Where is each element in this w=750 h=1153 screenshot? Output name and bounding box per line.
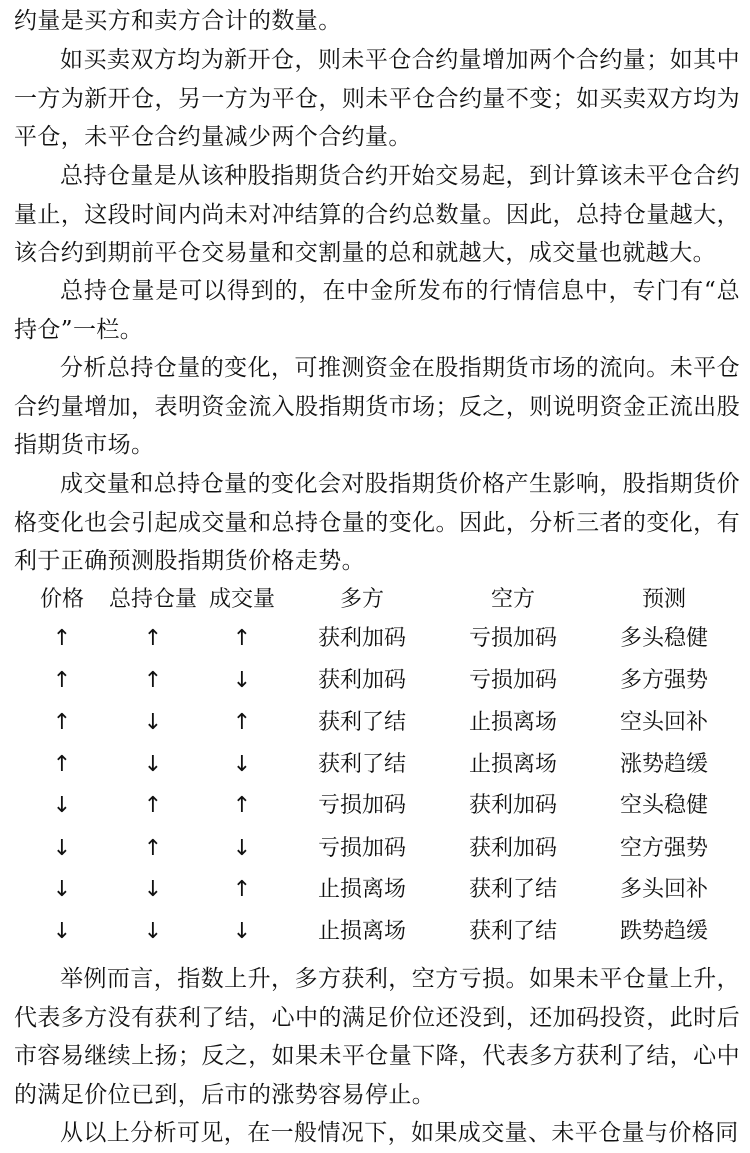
paragraph-example: 举例而言，指数上升，多方获利，空方亏损。如果未平仓量上升，代表多方没有获利了结，心中的满足价位还没到，还加码投资，此时后市容易继续上扬；反之，如果未平仓量下降，代表多方获利了结，心中的满足价位已到，后市的涨势容易停止。 bbox=[14, 966, 740, 1108]
table-cell-open-interest-arrow: ↓ bbox=[143, 710, 163, 735]
table-header-open-interest: 总持仓量 bbox=[108, 587, 198, 612]
table-cell-forecast: 多方强势 bbox=[619, 668, 709, 693]
table-cell-volume-arrow: ↓ bbox=[232, 919, 252, 944]
table-cell-price-arrow: ↓ bbox=[52, 919, 72, 944]
paragraph-capital-flow: 分析总持仓量的变化，可推测资金在股指期货市场的流向。未平仓合约量增加，表明资金流入股指期货市场；反之，则说明资金正流出股指期货市场。 bbox=[14, 355, 740, 458]
table-cell-volume-arrow: ↑ bbox=[232, 710, 252, 735]
table-cell-long-side: 亏损加码 bbox=[317, 793, 407, 818]
table-cell-open-interest-arrow: ↓ bbox=[143, 877, 163, 902]
table-cell-forecast: 多头稳健 bbox=[619, 626, 709, 651]
table-cell-price-arrow: ↓ bbox=[52, 877, 72, 902]
table-cell-open-interest-arrow: ↑ bbox=[143, 836, 163, 861]
table-header-price: 价格 bbox=[39, 587, 85, 612]
table-cell-open-interest-arrow: ↑ bbox=[143, 668, 163, 693]
table-header-short-side: 空方 bbox=[490, 587, 536, 612]
table-cell-short-side: 止损离场 bbox=[468, 710, 558, 735]
table-cell-volume-arrow: ↓ bbox=[232, 668, 252, 693]
table-cell-open-interest-arrow: ↑ bbox=[143, 793, 163, 818]
table-cell-long-side: 止损离场 bbox=[317, 877, 407, 902]
paragraph-continuation: 约量是买方和卖方合计的数量。 bbox=[14, 8, 342, 34]
table-header-volume: 成交量 bbox=[208, 587, 276, 612]
table-cell-short-side: 获利了结 bbox=[468, 919, 558, 944]
table-cell-long-side: 获利了结 bbox=[317, 752, 407, 777]
table-cell-long-side: 止损离场 bbox=[317, 919, 407, 944]
table-cell-short-side: 获利加码 bbox=[468, 793, 558, 818]
table-cell-short-side: 亏损加码 bbox=[468, 626, 558, 651]
table-cell-forecast: 多头回补 bbox=[619, 877, 709, 902]
table-cell-volume-arrow: ↑ bbox=[232, 877, 252, 902]
table-cell-forecast: 空头回补 bbox=[619, 710, 709, 735]
paragraph-total-open-interest-source: 总持仓量是可以得到的，在中金所发布的行情信息中，专门有“总持仓”一栏。 bbox=[14, 278, 740, 343]
table-cell-price-arrow: ↑ bbox=[52, 668, 72, 693]
table-cell-price-arrow: ↓ bbox=[52, 836, 72, 861]
table-cell-open-interest-arrow: ↓ bbox=[143, 919, 163, 944]
table-cell-open-interest-arrow: ↓ bbox=[143, 752, 163, 777]
table-cell-forecast: 跌势趋缓 bbox=[619, 919, 709, 944]
table-cell-short-side: 获利了结 bbox=[468, 877, 558, 902]
table-cell-forecast: 空头稳健 bbox=[619, 793, 709, 818]
paragraph-conclusion-start: 从以上分析可见，在一般情况下，如果成交量、未平仓量与价格同 bbox=[60, 1120, 739, 1146]
table-cell-volume-arrow: ↑ bbox=[232, 626, 252, 651]
table-header-forecast: 预测 bbox=[641, 587, 687, 612]
paragraph-total-open-interest-definition: 总持仓量是从该种股指期货合约开始交易起，到计算该未平仓合约量止，这段时间内尚未对冲结算的合约总数量。因此，总持仓量越大，该合约到期前平仓交易量和交割量的总和就越大，成交量也就越大。 bbox=[14, 163, 740, 266]
table-cell-long-side: 获利加码 bbox=[317, 668, 407, 693]
paragraph-open-interest-change: 如买卖双方均为新开仓，则未平仓合约量增加两个合约量；如其中一方为新开仓，另一方为平仓，则未平仓合约量不变；如买卖双方均为平仓，未平仓合约量减少两个合约量。 bbox=[14, 47, 740, 150]
table-cell-forecast: 空方强势 bbox=[619, 836, 709, 861]
table-cell-volume-arrow: ↓ bbox=[232, 752, 252, 777]
table-cell-long-side: 获利加码 bbox=[317, 626, 407, 651]
table-cell-price-arrow: ↑ bbox=[52, 710, 72, 735]
table-cell-open-interest-arrow: ↑ bbox=[143, 626, 163, 651]
table-cell-short-side: 亏损加码 bbox=[468, 668, 558, 693]
table-cell-price-arrow: ↑ bbox=[52, 752, 72, 777]
table-cell-long-side: 亏损加码 bbox=[317, 836, 407, 861]
table-cell-short-side: 止损离场 bbox=[468, 752, 558, 777]
table-cell-short-side: 获利加码 bbox=[468, 836, 558, 861]
table-cell-volume-arrow: ↓ bbox=[232, 836, 252, 861]
table-cell-price-arrow: ↓ bbox=[52, 793, 72, 818]
table-header-long-side: 多方 bbox=[339, 587, 385, 612]
table-cell-long-side: 获利了结 bbox=[317, 710, 407, 735]
paragraph-price-impact: 成交量和总持仓量的变化会对股指期货价格产生影响，股指期货价格变化也会引起成交量和总持仓量的变化。因此，分析三者的变化，有利于正确预测股指期货价格走势。 bbox=[14, 471, 740, 574]
table-cell-price-arrow: ↑ bbox=[52, 626, 72, 651]
table-cell-volume-arrow: ↑ bbox=[232, 793, 252, 818]
table-cell-forecast: 涨势趋缓 bbox=[619, 752, 709, 777]
